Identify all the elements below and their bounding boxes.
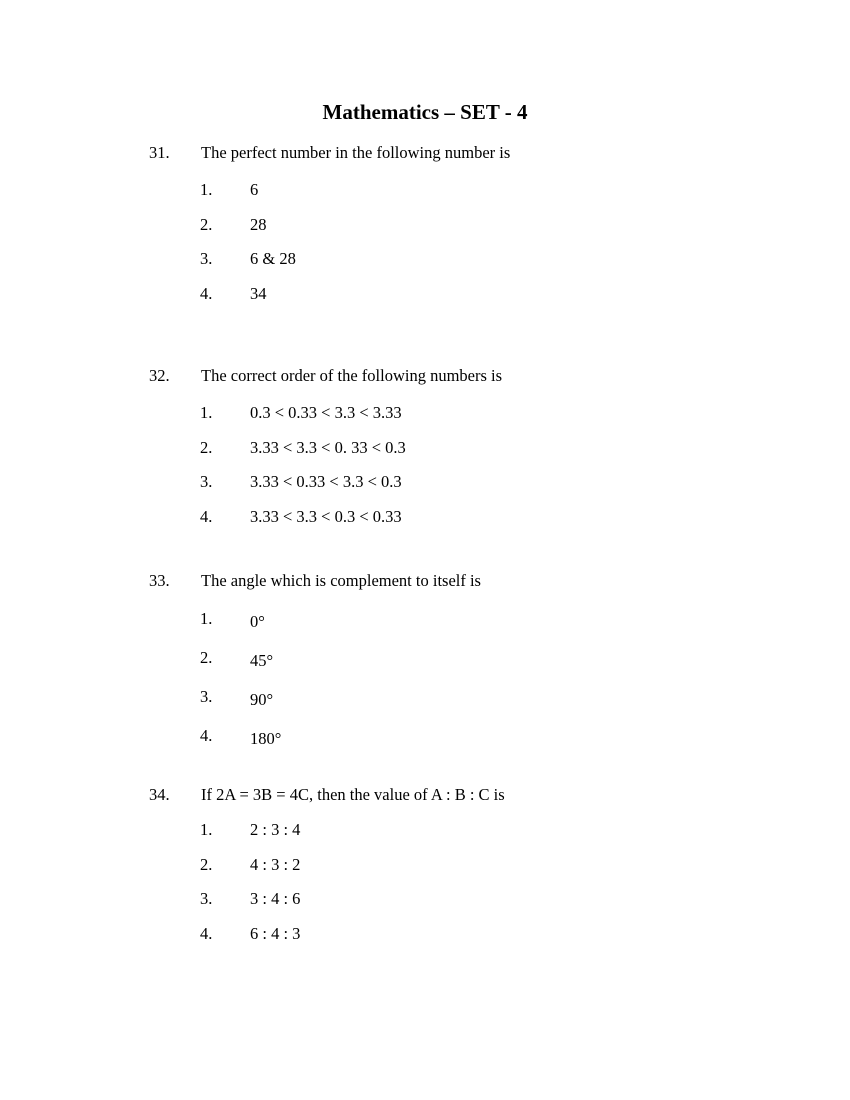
- document-title: Mathematics – SET - 4: [322, 100, 528, 124]
- option-33-1: [0, 607, 850, 631]
- option-32-4: [0, 505, 850, 529]
- option-32-3: [0, 470, 850, 494]
- option-text: 3.33 < 0.33 < 3.3 < 0.3: [250, 472, 402, 491]
- option-number: 2.: [200, 855, 213, 874]
- option-text: 3.33 < 3.3 < 0. 33 < 0.3: [250, 438, 406, 457]
- option-32-2: [0, 436, 850, 460]
- option-34-4: [0, 922, 850, 946]
- question-text: The angle which is complement to itself is: [201, 571, 481, 590]
- option-31-2: [0, 213, 850, 237]
- option-number: 3.: [200, 687, 213, 706]
- option-33-3: [0, 685, 850, 709]
- question-32: [0, 364, 850, 388]
- option-number: 4.: [200, 924, 213, 943]
- option-number: 4.: [200, 284, 213, 303]
- option-34-2: [0, 853, 850, 877]
- question-number: 31.: [149, 143, 170, 162]
- option-text: 3.33 < 3.3 < 0.3 < 0.33: [250, 507, 402, 526]
- question-text: If 2A = 3B = 4C, then the value of A : B : C is: [201, 785, 505, 804]
- option-number: 1.: [200, 403, 213, 422]
- option-text: 28: [250, 215, 267, 234]
- option-31-4: [0, 282, 850, 306]
- option-number: 1.: [200, 609, 213, 628]
- option-31-1: [0, 178, 850, 202]
- question-33: [0, 569, 850, 593]
- option-text: 6 : 4 : 3: [250, 924, 301, 943]
- option-33-2: [0, 646, 850, 670]
- option-number: 1.: [200, 820, 213, 839]
- question-number: 33.: [149, 571, 170, 590]
- option-number: 4.: [200, 726, 213, 745]
- option-text: 45°: [250, 651, 274, 670]
- option-text: 4 : 3 : 2: [250, 855, 301, 874]
- option-number: 4.: [200, 507, 213, 526]
- option-text: 6: [250, 180, 259, 199]
- question-text: The correct order of the following numbers is: [201, 366, 503, 385]
- option-text: 6 & 28: [250, 249, 296, 268]
- option-text: 34: [250, 284, 267, 303]
- option-34-1: [0, 818, 850, 842]
- option-number: 3.: [200, 889, 213, 908]
- option-33-4: [0, 724, 850, 748]
- option-text: 3 : 4 : 6: [250, 889, 301, 908]
- option-32-1: [0, 401, 850, 425]
- question-34: [0, 783, 850, 807]
- question-number: 32.: [149, 366, 170, 385]
- option-number: 1.: [200, 180, 213, 199]
- option-number: 2.: [200, 648, 213, 667]
- question-31: [0, 141, 850, 165]
- option-text: 0°: [250, 612, 265, 631]
- option-34-3: [0, 887, 850, 911]
- option-number: 2.: [200, 438, 213, 457]
- question-text: The perfect number in the following number is: [201, 143, 511, 162]
- option-text: 180°: [250, 729, 282, 748]
- option-text: 0.3 < 0.33 < 3.3 < 3.33: [250, 403, 402, 422]
- option-number: 2.: [200, 215, 213, 234]
- option-text: 90°: [250, 690, 274, 709]
- option-number: 3.: [200, 249, 213, 268]
- question-number: 34.: [149, 785, 170, 804]
- option-text: 2 : 3 : 4: [250, 820, 301, 839]
- option-31-3: [0, 247, 850, 271]
- option-number: 3.: [200, 472, 213, 491]
